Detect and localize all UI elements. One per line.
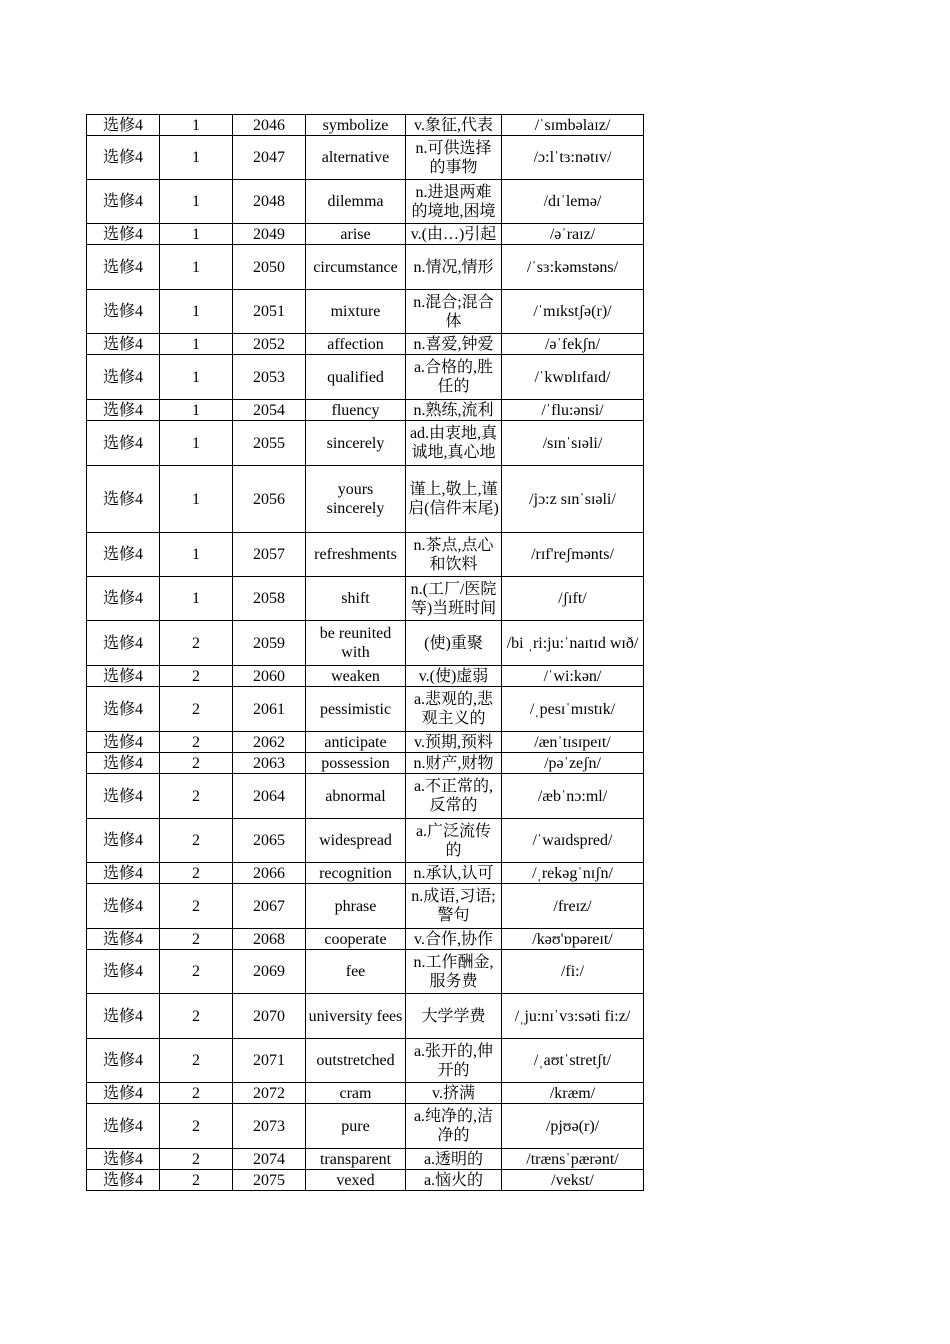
cell-book: 选修4 xyxy=(87,863,160,884)
cell-unit: 1 xyxy=(160,466,233,533)
cell-phonetic: /ˈsɜ:kəmstəns/ xyxy=(502,245,644,290)
cell-meaning: v.象征,代表 xyxy=(406,115,502,136)
cell-meaning: v.挤满 xyxy=(406,1083,502,1104)
cell-book: 选修4 xyxy=(87,334,160,355)
cell-book: 选修4 xyxy=(87,400,160,421)
cell-meaning: v.(使)虚弱 xyxy=(406,666,502,687)
cell-phonetic: /pəˈzeʃn/ xyxy=(502,753,644,774)
cell-unit: 2 xyxy=(160,819,233,863)
table-row xyxy=(87,334,644,355)
table-row xyxy=(87,115,644,136)
cell-phonetic: /ʃɪft/ xyxy=(502,577,644,621)
cell-word: alternative xyxy=(306,136,406,180)
cell-unit: 2 xyxy=(160,929,233,950)
cell-number: 2049 xyxy=(233,224,306,245)
cell-phonetic: /bi ˌri:ju:ˈnaɪtɪd wɪð/ xyxy=(502,621,644,666)
cell-number: 2056 xyxy=(233,466,306,533)
cell-book: 选修4 xyxy=(87,355,160,400)
cell-book: 选修4 xyxy=(87,245,160,290)
cell-number: 2059 xyxy=(233,621,306,666)
cell-phonetic: /pjʊə(r)/ xyxy=(502,1104,644,1149)
cell-meaning: a.透明的 xyxy=(406,1149,502,1170)
table-row xyxy=(87,621,644,666)
cell-book: 选修4 xyxy=(87,466,160,533)
cell-meaning: n.(工厂/医院等)当班时间 xyxy=(406,577,502,621)
cell-number: 2074 xyxy=(233,1149,306,1170)
cell-unit: 2 xyxy=(160,1170,233,1191)
cell-phonetic: /ˌaʊtˈstretʃt/ xyxy=(502,1039,644,1083)
cell-book: 选修4 xyxy=(87,774,160,819)
cell-meaning: v.预期,预料 xyxy=(406,732,502,753)
cell-meaning: a.广泛流传的 xyxy=(406,819,502,863)
cell-unit: 2 xyxy=(160,1039,233,1083)
cell-unit: 2 xyxy=(160,732,233,753)
cell-book: 选修4 xyxy=(87,421,160,466)
cell-meaning: a.不正常的,反常的 xyxy=(406,774,502,819)
table-row xyxy=(87,533,644,577)
cell-phonetic: /fi:/ xyxy=(502,950,644,994)
cell-phonetic: /rɪf'reʃmənts/ xyxy=(502,533,644,577)
cell-phonetic: /ˌpesɪˈmɪstɪk/ xyxy=(502,687,644,732)
cell-unit: 1 xyxy=(160,245,233,290)
cell-word: phrase xyxy=(306,884,406,929)
cell-phonetic: /kræm/ xyxy=(502,1083,644,1104)
cell-meaning: v.(由…)引起 xyxy=(406,224,502,245)
cell-unit: 1 xyxy=(160,136,233,180)
cell-phonetic: /kəʊ'ɒpəreɪt/ xyxy=(502,929,644,950)
cell-meaning: 谨上,敬上,谨启(信件末尾) xyxy=(406,466,502,533)
cell-unit: 2 xyxy=(160,753,233,774)
cell-phonetic: /æbˈnɔ:ml/ xyxy=(502,774,644,819)
cell-word: cram xyxy=(306,1083,406,1104)
cell-meaning: n.喜爱,钟爱 xyxy=(406,334,502,355)
cell-word: fee xyxy=(306,950,406,994)
cell-book: 选修4 xyxy=(87,577,160,621)
cell-number: 2048 xyxy=(233,180,306,224)
cell-number: 2052 xyxy=(233,334,306,355)
cell-meaning: n.茶点,点心和饮料 xyxy=(406,533,502,577)
cell-word: recognition xyxy=(306,863,406,884)
cell-number: 2068 xyxy=(233,929,306,950)
cell-phonetic: /ɔ:lˈtɜ:nətɪv/ xyxy=(502,136,644,180)
cell-unit: 2 xyxy=(160,1104,233,1149)
cell-number: 2072 xyxy=(233,1083,306,1104)
table-row xyxy=(87,774,644,819)
table-row xyxy=(87,753,644,774)
cell-number: 2058 xyxy=(233,577,306,621)
cell-book: 选修4 xyxy=(87,1083,160,1104)
table-row xyxy=(87,136,644,180)
cell-number: 2060 xyxy=(233,666,306,687)
table-row xyxy=(87,245,644,290)
cell-number: 2050 xyxy=(233,245,306,290)
table-row xyxy=(87,1039,644,1083)
cell-book: 选修4 xyxy=(87,666,160,687)
cell-unit: 1 xyxy=(160,421,233,466)
cell-phonetic: /ˈkwɒlɪfaɪd/ xyxy=(502,355,644,400)
cell-word: affection xyxy=(306,334,406,355)
cell-number: 2054 xyxy=(233,400,306,421)
cell-unit: 1 xyxy=(160,355,233,400)
cell-book: 选修4 xyxy=(87,687,160,732)
cell-word: shift xyxy=(306,577,406,621)
cell-phonetic: /ˌrekəgˈnɪʃn/ xyxy=(502,863,644,884)
cell-book: 选修4 xyxy=(87,533,160,577)
cell-number: 2061 xyxy=(233,687,306,732)
table-row xyxy=(87,950,644,994)
cell-meaning: n.财产,财物 xyxy=(406,753,502,774)
cell-book: 选修4 xyxy=(87,994,160,1039)
cell-book: 选修4 xyxy=(87,753,160,774)
cell-meaning: n.可供选择的事物 xyxy=(406,136,502,180)
cell-word: arise xyxy=(306,224,406,245)
vocabulary-table xyxy=(86,114,644,1191)
table-row xyxy=(87,884,644,929)
cell-word: yours sincerely xyxy=(306,466,406,533)
cell-meaning: n.熟练,流利 xyxy=(406,400,502,421)
cell-meaning: n.成语,习语;警句 xyxy=(406,884,502,929)
cell-phonetic: /freɪz/ xyxy=(502,884,644,929)
cell-phonetic: /ˈflu:ənsi/ xyxy=(502,400,644,421)
cell-unit: 1 xyxy=(160,115,233,136)
cell-book: 选修4 xyxy=(87,929,160,950)
cell-phonetic: /əˈraɪz/ xyxy=(502,224,644,245)
cell-phonetic: /əˈfekʃn/ xyxy=(502,334,644,355)
cell-number: 2055 xyxy=(233,421,306,466)
table-row xyxy=(87,687,644,732)
cell-number: 2073 xyxy=(233,1104,306,1149)
cell-book: 选修4 xyxy=(87,115,160,136)
table-row xyxy=(87,929,644,950)
cell-number: 2057 xyxy=(233,533,306,577)
cell-book: 选修4 xyxy=(87,1039,160,1083)
cell-phonetic: /dɪˈlemə/ xyxy=(502,180,644,224)
table-row xyxy=(87,819,644,863)
cell-number: 2075 xyxy=(233,1170,306,1191)
cell-meaning: a.合格的,胜任的 xyxy=(406,355,502,400)
table-row xyxy=(87,400,644,421)
cell-meaning: a.悲观的,悲观主义的 xyxy=(406,687,502,732)
cell-number: 2062 xyxy=(233,732,306,753)
cell-book: 选修4 xyxy=(87,1104,160,1149)
table-row xyxy=(87,863,644,884)
cell-unit: 2 xyxy=(160,994,233,1039)
cell-book: 选修4 xyxy=(87,1170,160,1191)
cell-unit: 2 xyxy=(160,863,233,884)
table-row xyxy=(87,666,644,687)
table-row xyxy=(87,180,644,224)
cell-number: 2067 xyxy=(233,884,306,929)
vocabulary-table-body xyxy=(87,115,644,1191)
cell-unit: 2 xyxy=(160,621,233,666)
cell-word: possession xyxy=(306,753,406,774)
cell-word: fluency xyxy=(306,400,406,421)
cell-unit: 1 xyxy=(160,290,233,334)
table-row xyxy=(87,577,644,621)
cell-meaning: n.进退两难的境地,困境 xyxy=(406,180,502,224)
cell-number: 2053 xyxy=(233,355,306,400)
cell-word: pure xyxy=(306,1104,406,1149)
cell-word: sincerely xyxy=(306,421,406,466)
cell-word: mixture xyxy=(306,290,406,334)
cell-word: pessimistic xyxy=(306,687,406,732)
cell-meaning: v.合作,协作 xyxy=(406,929,502,950)
cell-unit: 2 xyxy=(160,774,233,819)
cell-unit: 1 xyxy=(160,400,233,421)
cell-meaning: n.工作酬金,服务费 xyxy=(406,950,502,994)
cell-word: widespread xyxy=(306,819,406,863)
cell-number: 2065 xyxy=(233,819,306,863)
table-row xyxy=(87,732,644,753)
cell-unit: 2 xyxy=(160,950,233,994)
cell-word: circumstance xyxy=(306,245,406,290)
cell-meaning: ad.由衷地,真诚地,真心地 xyxy=(406,421,502,466)
cell-number: 2064 xyxy=(233,774,306,819)
cell-unit: 1 xyxy=(160,533,233,577)
cell-phonetic: /ˈwi:kən/ xyxy=(502,666,644,687)
cell-book: 选修4 xyxy=(87,621,160,666)
table-row xyxy=(87,421,644,466)
cell-meaning: n.承认,认可 xyxy=(406,863,502,884)
cell-number: 2066 xyxy=(233,863,306,884)
cell-book: 选修4 xyxy=(87,884,160,929)
cell-word: cooperate xyxy=(306,929,406,950)
cell-number: 2063 xyxy=(233,753,306,774)
cell-phonetic: /ænˈtɪsɪpeɪt/ xyxy=(502,732,644,753)
cell-unit: 1 xyxy=(160,577,233,621)
table-row xyxy=(87,355,644,400)
table-row xyxy=(87,994,644,1039)
cell-meaning: (使)重聚 xyxy=(406,621,502,666)
cell-word: qualified xyxy=(306,355,406,400)
cell-number: 2047 xyxy=(233,136,306,180)
cell-word: be reunited with xyxy=(306,621,406,666)
cell-book: 选修4 xyxy=(87,1149,160,1170)
cell-phonetic: /ˈwaɪdspred/ xyxy=(502,819,644,863)
cell-number: 2051 xyxy=(233,290,306,334)
table-row xyxy=(87,290,644,334)
cell-word: weaken xyxy=(306,666,406,687)
cell-word: outstretched xyxy=(306,1039,406,1083)
cell-unit: 2 xyxy=(160,687,233,732)
cell-meaning: a.恼火的 xyxy=(406,1170,502,1191)
cell-meaning: a.纯净的,洁净的 xyxy=(406,1104,502,1149)
cell-meaning: n.情况,情形 xyxy=(406,245,502,290)
cell-word: symbolize xyxy=(306,115,406,136)
cell-unit: 1 xyxy=(160,224,233,245)
table-row xyxy=(87,1083,644,1104)
cell-word: vexed xyxy=(306,1170,406,1191)
cell-phonetic: /jɔ:z sɪnˈsɪəli/ xyxy=(502,466,644,533)
cell-word: anticipate xyxy=(306,732,406,753)
cell-book: 选修4 xyxy=(87,136,160,180)
cell-word: university fees xyxy=(306,994,406,1039)
cell-meaning: 大学学费 xyxy=(406,994,502,1039)
cell-unit: 2 xyxy=(160,884,233,929)
table-row xyxy=(87,1170,644,1191)
cell-phonetic: /ˌju:nɪˈvɜ:səti fi:z/ xyxy=(502,994,644,1039)
cell-book: 选修4 xyxy=(87,180,160,224)
cell-book: 选修4 xyxy=(87,732,160,753)
cell-unit: 1 xyxy=(160,180,233,224)
cell-book: 选修4 xyxy=(87,224,160,245)
cell-book: 选修4 xyxy=(87,950,160,994)
cell-phonetic: /sɪnˈsɪəli/ xyxy=(502,421,644,466)
table-row xyxy=(87,466,644,533)
cell-unit: 2 xyxy=(160,666,233,687)
cell-word: refreshments xyxy=(306,533,406,577)
cell-phonetic: /ˈsɪmbəlaɪz/ xyxy=(502,115,644,136)
cell-unit: 2 xyxy=(160,1149,233,1170)
cell-word: dilemma xyxy=(306,180,406,224)
table-row xyxy=(87,1104,644,1149)
cell-meaning: n.混合;混合体 xyxy=(406,290,502,334)
cell-unit: 2 xyxy=(160,1083,233,1104)
cell-unit: 1 xyxy=(160,334,233,355)
cell-book: 选修4 xyxy=(87,290,160,334)
cell-number: 2071 xyxy=(233,1039,306,1083)
cell-number: 2046 xyxy=(233,115,306,136)
cell-phonetic: /trænsˈpærənt/ xyxy=(502,1149,644,1170)
cell-number: 2069 xyxy=(233,950,306,994)
cell-number: 2070 xyxy=(233,994,306,1039)
table-row xyxy=(87,224,644,245)
cell-phonetic: /vekst/ xyxy=(502,1170,644,1191)
cell-phonetic: /ˈmɪkstʃə(r)/ xyxy=(502,290,644,334)
cell-word: transparent xyxy=(306,1149,406,1170)
cell-word: abnormal xyxy=(306,774,406,819)
cell-book: 选修4 xyxy=(87,819,160,863)
table-row xyxy=(87,1149,644,1170)
cell-meaning: a.张开的,伸开的 xyxy=(406,1039,502,1083)
